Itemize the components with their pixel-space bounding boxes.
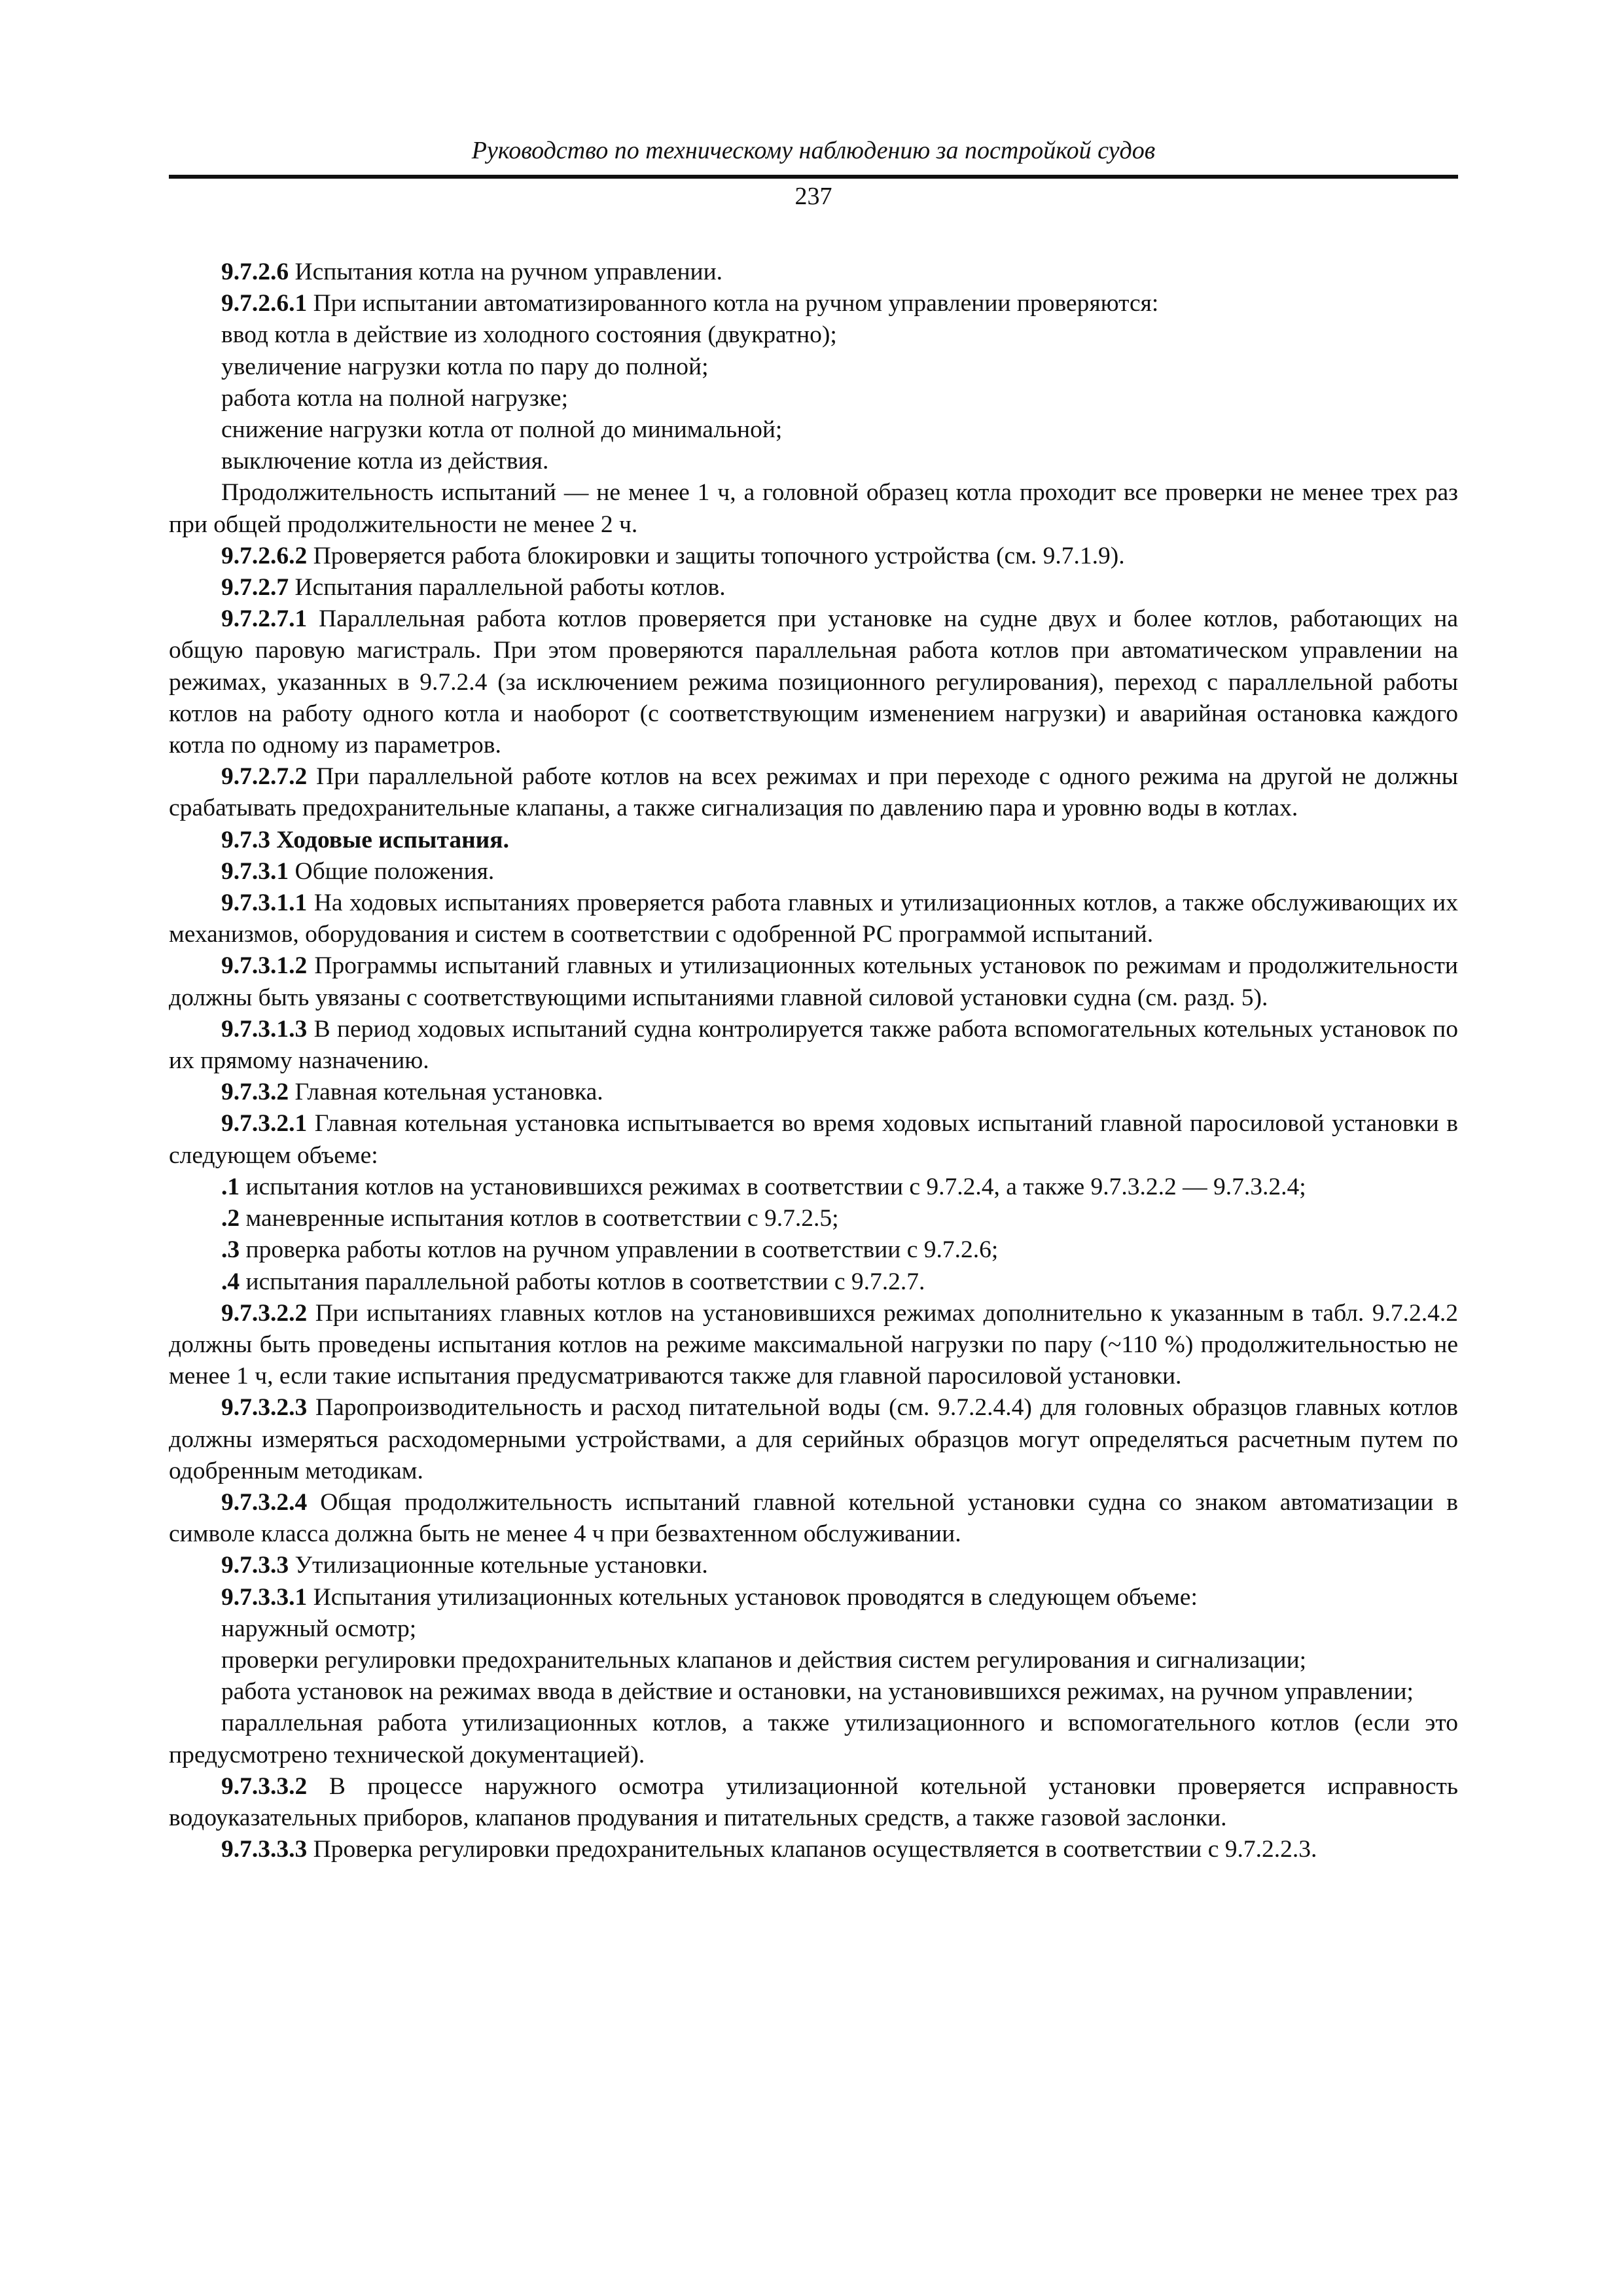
paragraph-text: работа установок на режимах ввода в действие и остановки, на установившихся режимах, на ручном управлении; xyxy=(221,1678,1414,1706)
paragraph-text: Главная котельная установка. xyxy=(289,1079,603,1106)
list-item-text: маневренные испытания котлов в соответствии с 9.7.2.5; xyxy=(240,1205,839,1232)
paragraph xyxy=(169,541,1458,572)
paragraph xyxy=(169,351,1458,383)
paragraph-text: При параллельной работе котлов на всех режимах и при переходе с одного режима на другой не должны срабатывать предохранительные клапаны, а также сигнализация по давлению пара и уровню воды в котлах. xyxy=(169,763,1458,822)
paragraph xyxy=(169,1645,1458,1676)
paragraph xyxy=(169,950,1458,1013)
paragraph-text: снижение нагрузки котла от полной до минимальной; xyxy=(221,416,783,444)
paragraph-text: При испытании автоматизированного котла на ручном управлении проверяются: xyxy=(307,290,1159,317)
paragraph xyxy=(169,414,1458,446)
clause-number: 9.7.3.3.3 xyxy=(221,1836,308,1863)
paragraph xyxy=(169,603,1458,761)
paragraph xyxy=(169,1550,1458,1581)
paragraph xyxy=(169,288,1458,319)
paragraph xyxy=(169,1676,1458,1708)
list-item xyxy=(169,1234,1458,1266)
list-number: .3 xyxy=(221,1236,240,1264)
clause-number: 9.7.2.7.1 xyxy=(221,605,308,633)
paragraph xyxy=(169,446,1458,477)
clause-number: 9.7.3.1.3 xyxy=(221,1015,308,1043)
paragraph xyxy=(169,572,1458,603)
paragraph xyxy=(169,856,1458,888)
clause-number: 9.7.2.7.2 xyxy=(221,763,308,791)
paragraph-text: Испытания утилизационных котельных установок проводятся в следующем объеме: xyxy=(307,1583,1198,1611)
paragraph-text: параллельная работа утилизационных котлов, а также утилизационного и вспомогательного котлов (если это предусмотрено технической документацией). xyxy=(169,1710,1458,1768)
paragraph-text: Проверка регулировки предохранительных клапанов осуществляется в соответствии с 9.7.2.2.3. xyxy=(307,1836,1317,1863)
paragraph-text: наружный осмотр; xyxy=(221,1615,417,1642)
paragraph xyxy=(169,257,1458,288)
paragraph-text: выключение котла из действия. xyxy=(221,448,549,475)
paragraph-text: На ходовых испытаниях проверяется работа главных и утилизационных котлов, а также обслуживающих их механизмов, оборудования и систем в соответствии с одобренной РС программой испытаний. xyxy=(169,889,1458,948)
clause-number: 9.7.3.2.4 xyxy=(221,1488,308,1516)
paragraph-text: Общая продолжительность испытаний главной котельной установки судна со знаком автоматизации в символе класса должна быть не менее 4 ч при безвахтенном обслуживании. xyxy=(169,1488,1458,1548)
clause-number: 9.7.3.2.3 xyxy=(221,1394,308,1422)
paragraph-text: Программы испытаний главных и утилизационных котельных установок по режимам и продолжительности должны быть увязаны с соответствующими испытаниями главной силовой установки судна (см. разд. 5). xyxy=(169,952,1458,1011)
paragraph xyxy=(169,383,1458,414)
clause-number: 9.7.3.3 xyxy=(221,1552,289,1579)
paragraph xyxy=(169,1298,1458,1393)
clause-number: 9.7.3.3.1 xyxy=(221,1583,308,1611)
clause-number: 9.7.3.2 xyxy=(221,1079,289,1106)
list-item xyxy=(169,1266,1458,1298)
running-header-title: Руководство по техническому наблюдению за постройкой судов xyxy=(169,134,1458,179)
paragraph-text: Проверяется работа блокировки и защиты топочного устройства (см. 9.7.1.9). xyxy=(307,542,1125,569)
paragraph-text: проверки регулировки предохранительных клапанов и действия систем регулирования и сигнализации; xyxy=(221,1646,1307,1674)
page-number: 237 xyxy=(794,183,832,210)
clause-number: 9.7.3.1.1 xyxy=(221,889,308,917)
list-item-text: испытания котлов на установившихся режимах в соответствии с 9.7.2.4, а также 9.7.3.2.2 — 9.7.3.2.4; xyxy=(240,1173,1306,1200)
paragraph xyxy=(169,1708,1458,1770)
paragraph-text: В период ходовых испытаний судна контролируется также работа вспомогательных котельных установок по их прямому назначению. xyxy=(169,1015,1458,1075)
clause-number: 9.7.3.1 xyxy=(221,857,289,885)
paragraph xyxy=(169,1487,1458,1550)
list-item-text: проверка работы котлов на ручном управлении в соответствии с 9.7.2.6; xyxy=(240,1236,999,1264)
list-item-text: испытания параллельной работы котлов в соответствии с 9.7.2.7. xyxy=(240,1268,925,1295)
paragraph-text: Испытания котла на ручном управлении. xyxy=(289,259,723,285)
clause-number: 9.7.2.7 xyxy=(221,574,289,601)
paragraph-text: При испытаниях главных котлов на установившихся режимах дополнительно к указанным в табл. 9.7.2.4.2 должны быть проведены испытания котлов на режиме максимальной нагрузки по пару (~110 %) продолжительностью не менее 1 ч, если такие испытания предусматриваются также для главной паросиловой установки. xyxy=(169,1299,1458,1390)
paragraph-text: ввод котла в действие из холодного состояния (двукратно); xyxy=(221,321,837,349)
clause-number: 9.7.3.2.2 xyxy=(221,1299,308,1327)
section-title: 9.7.3 Ходовые испытания. xyxy=(221,826,509,853)
document-body xyxy=(169,257,1458,1865)
paragraph xyxy=(169,1771,1458,1834)
page-header xyxy=(169,134,1458,211)
paragraph-text: Общие положения. xyxy=(289,857,495,885)
clause-number: 9.7.3.3.2 xyxy=(221,1772,308,1800)
list-number: .2 xyxy=(221,1205,240,1232)
paragraph xyxy=(169,319,1458,351)
paragraph xyxy=(169,1392,1458,1487)
list-number: .4 xyxy=(221,1268,240,1295)
paragraph xyxy=(169,1613,1458,1645)
paragraph xyxy=(169,1014,1458,1077)
paragraph-text: В процессе наружного осмотра утилизационной котельной установки проверяется исправность водоуказательных приборов, клапанов продувания и питательных средств, а также газовой заслонки. xyxy=(169,1772,1458,1831)
paragraph xyxy=(169,761,1458,824)
list-number: .1 xyxy=(221,1173,240,1200)
clause-number: 9.7.2.6.1 xyxy=(221,290,308,317)
paragraph-text: работа котла на полной нагрузке; xyxy=(221,384,568,412)
paragraph xyxy=(169,1834,1458,1865)
paragraph-text: Параллельная работа котлов проверяется при установке на судне двух и более котлов, работающих на общую паровую магистраль. При этом проверяются параллельная работа котлов при автоматическом управлении на режимах, указанных в 9.7.2.4 (за исключением режима позиционного регулирования), переход с параллельной работы котлов на работу одного котла и наоборот (с соответствующим изменением нагрузки) и аварийная остановка каждого котла по одному из параметров. xyxy=(169,605,1458,759)
paragraph-text: Паропроизводительность и расход питательной воды (см. 9.7.2.4.4) для головных образцов главных котлов должны измеряться расходомерными устройствами, а для серийных образцов могут определяться расчетным путем по одобренным методикам. xyxy=(169,1394,1458,1484)
paragraph-text: Продолжительность испытаний — не менее 1 ч, а головной образец котла проходит все проверки не менее трех раз при общей продолжительности не менее 2 ч. xyxy=(169,479,1458,538)
clause-number: 9.7.3.2.1 xyxy=(221,1110,308,1138)
paragraph xyxy=(169,1108,1458,1171)
paragraph-text: Утилизационные котельные установки. xyxy=(289,1552,708,1579)
list-item xyxy=(169,1172,1458,1203)
paragraph-text: увеличение нагрузки котла по пару до полной; xyxy=(221,353,709,380)
paragraph-text: Главная котельная установка испытывается во время ходовых испытаний главной паросиловой установки в следующем объеме: xyxy=(169,1110,1458,1169)
paragraph xyxy=(169,1077,1458,1108)
clause-number: 9.7.2.6 xyxy=(221,259,289,285)
clause-number: 9.7.3.1.2 xyxy=(221,952,308,980)
section-heading xyxy=(169,825,1458,856)
paragraph-text: Испытания параллельной работы котлов. xyxy=(289,574,726,601)
paragraph xyxy=(169,477,1458,540)
paragraph xyxy=(169,888,1458,950)
list-item xyxy=(169,1203,1458,1234)
paragraph xyxy=(169,1582,1458,1613)
clause-number: 9.7.2.6.2 xyxy=(221,542,308,569)
